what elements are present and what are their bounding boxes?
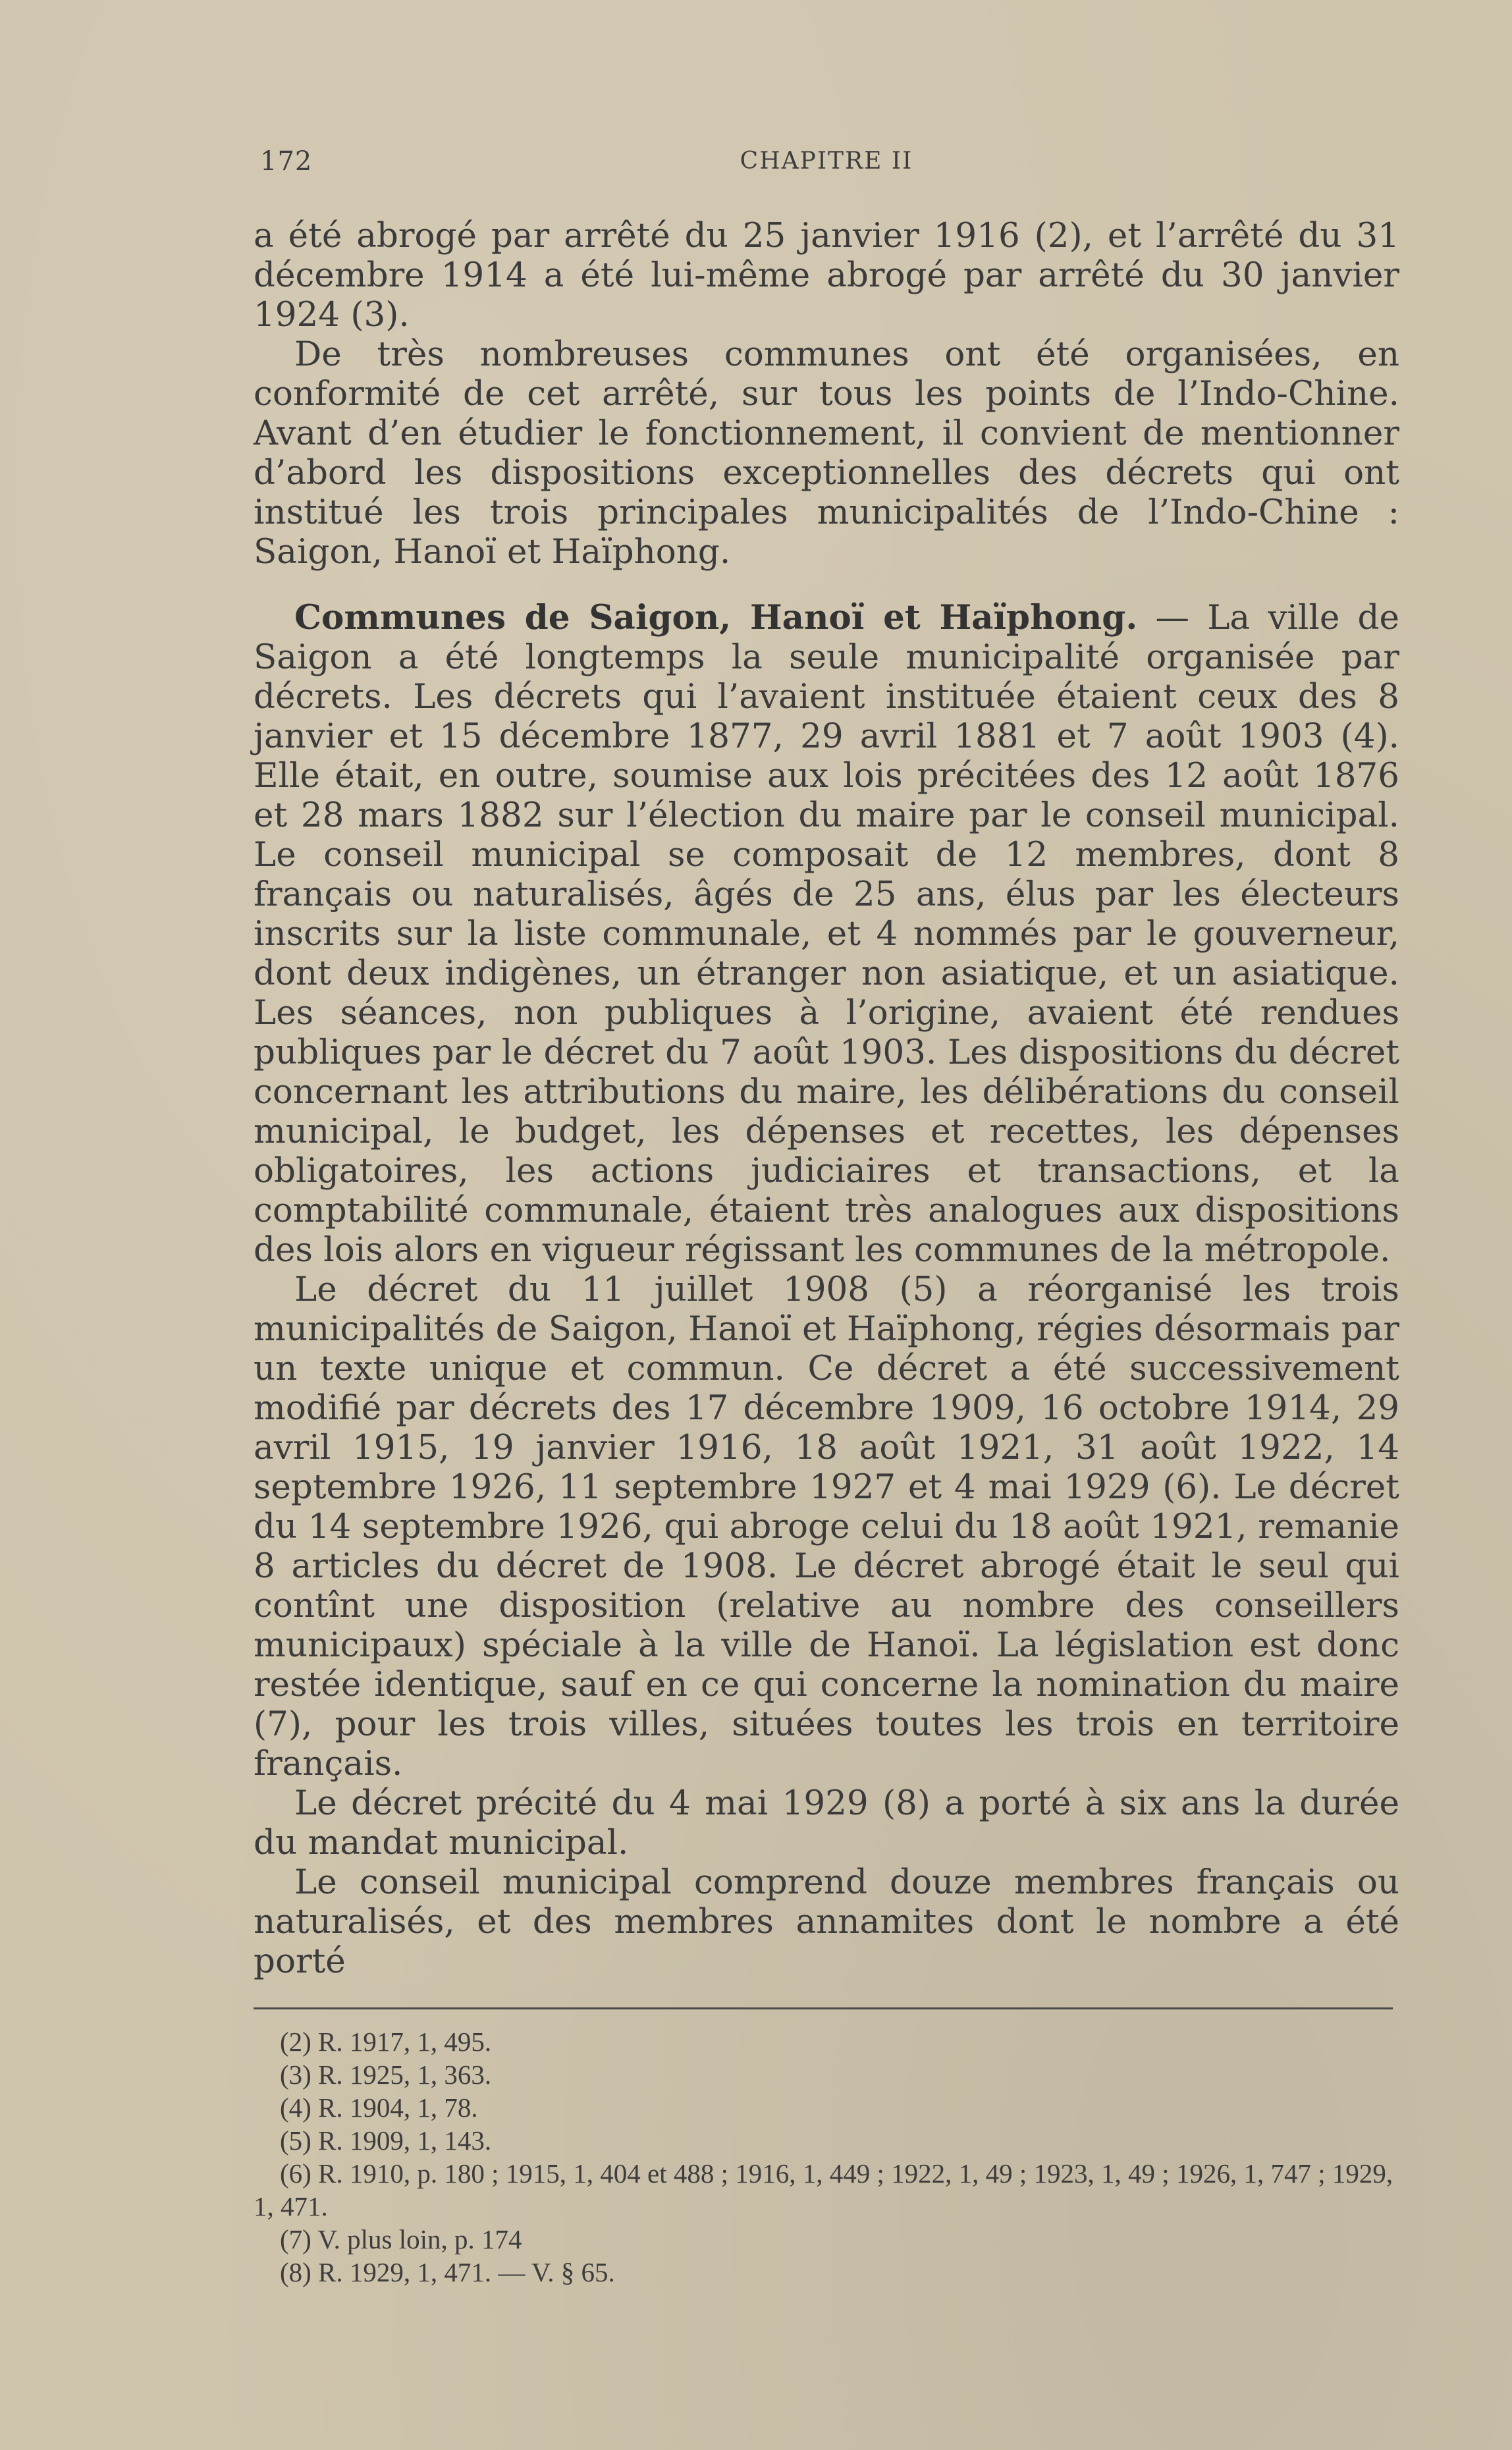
paragraph-1: a été abrogé par arrêté du 25 janvier 1916 (2), et l’arrêté du 31 décembre 1914 a été lui-même abrogé par arrêté du 30 janvier 1924 (3). (254, 216, 1399, 335)
footnote: (7) V. plus loin, p. 174 (280, 2224, 522, 2254)
footnote: (4) R. 1904, 1, 78. (280, 2092, 478, 2123)
body-text (254, 216, 1399, 1981)
paragraph-6: Le conseil municipal comprend douze membres français ou naturalisés, et des membres annamites dont le nombre a été porté (254, 1863, 1399, 1981)
page-number: 172 (260, 146, 313, 177)
footnote: (2) R. 1917, 1, 495. (280, 2027, 492, 2057)
section-title: Communes de Saigon, Hanoï et Haïphong. (294, 598, 1138, 638)
page-content (254, 144, 1399, 2289)
footnote: (5) R. 1909, 1, 143. (280, 2125, 492, 2156)
paragraph-5: Le décret précité du 4 mai 1929 (8) a porté à six ans la durée du mandat municipal. (254, 1783, 1399, 1863)
footnote: (6) R. 1910, p. 180 ; 1915, 1, 404 et 488 ; 1916, 1, 449 ; 1922, 1, 49 ; 1923, 1, 49 ; 1926, 1, 747 ; 1929, 1, 471. (254, 2158, 1393, 2221)
paragraph-2: De très nombreuses communes ont été organisées, en conformité de cet arrêté, sur tous les points de l’Indo-Chine. Avant d’en étudier le fonctionnement, il convient de mentionner d’abord les dispositions exceptionnelles des décrets qui ont institué les trois principales municipalités de l’Indo-Chine : Saigon, Hanoï et Haïphong. (254, 335, 1399, 572)
chapter-heading: CHAPITRE II (740, 148, 913, 175)
paragraph-3 (254, 598, 1399, 1270)
footnote-divider (254, 2007, 1393, 2009)
footnotes (254, 2025, 1399, 2289)
footnote: (8) R. 1929, 1, 471. — V. § 65. (280, 2257, 615, 2287)
paragraph-3-text: — La ville de Saigon a été longtemps la seule municipalité organisée par décrets. Les décrets qui l’avaient instituée étaient ceux des 8 janvier et 15 décembre 1877, 29 avril 1881 et 7 août 1903 (4). Elle était, en outre, soumise aux lois précitées des 12 août 1876 et 28 mars 1882 sur l’élection du maire par le conseil municipal. Le conseil municipal se composait de 12 membres, dont 8 français ou naturalisés, âgés de 25 ans, élus par les électeurs inscrits sur la liste communale, et 4 nommés par le gouverneur, dont deux indigènes, un étranger non asiatique, et un asiatique. Les séances, non publiques à l’origine, avaient été rendues publiques par le décret du 7 août 1903. Les dispositions du décret concernant les attributions du maire, les délibérations du conseil municipal, le budget, les dépenses et recettes, les dépenses obligatoires, les actions judiciaires et transactions, et la comptabilité communale, étaient très analogues aux dispositions des lois alors en vigueur régissant les communes de la métropole. (254, 598, 1399, 1270)
footnote: (3) R. 1925, 1, 363. (280, 2059, 492, 2090)
running-head (254, 144, 1399, 183)
paragraph-4: Le décret du 11 juillet 1908 (5) a réorganisé les trois municipalités de Saigon, Hanoï et Haïphong, régies désormais par un texte unique et commun. Ce décret a été successivement modifié par décrets des 17 décembre 1909, 16 octobre 1914, 29 avril 1915, 19 janvier 1916, 18 août 1921, 31 août 1922, 14 septembre 1926, 11 septembre 1927 et 4 mai 1929 (6). Le décret du 14 septembre 1926, qui abroge celui du 18 août 1921, remanie 8 articles du décret de 1908. Le décret abrogé était le seul qui contînt une disposition (relative au nombre des conseillers municipaux) spéciale à la ville de Hanoï. La législation est donc restée identique, sauf en ce qui concerne la nomination du maire (7), pour les trois villes, situées toutes les trois en territoire français. (254, 1270, 1399, 1783)
